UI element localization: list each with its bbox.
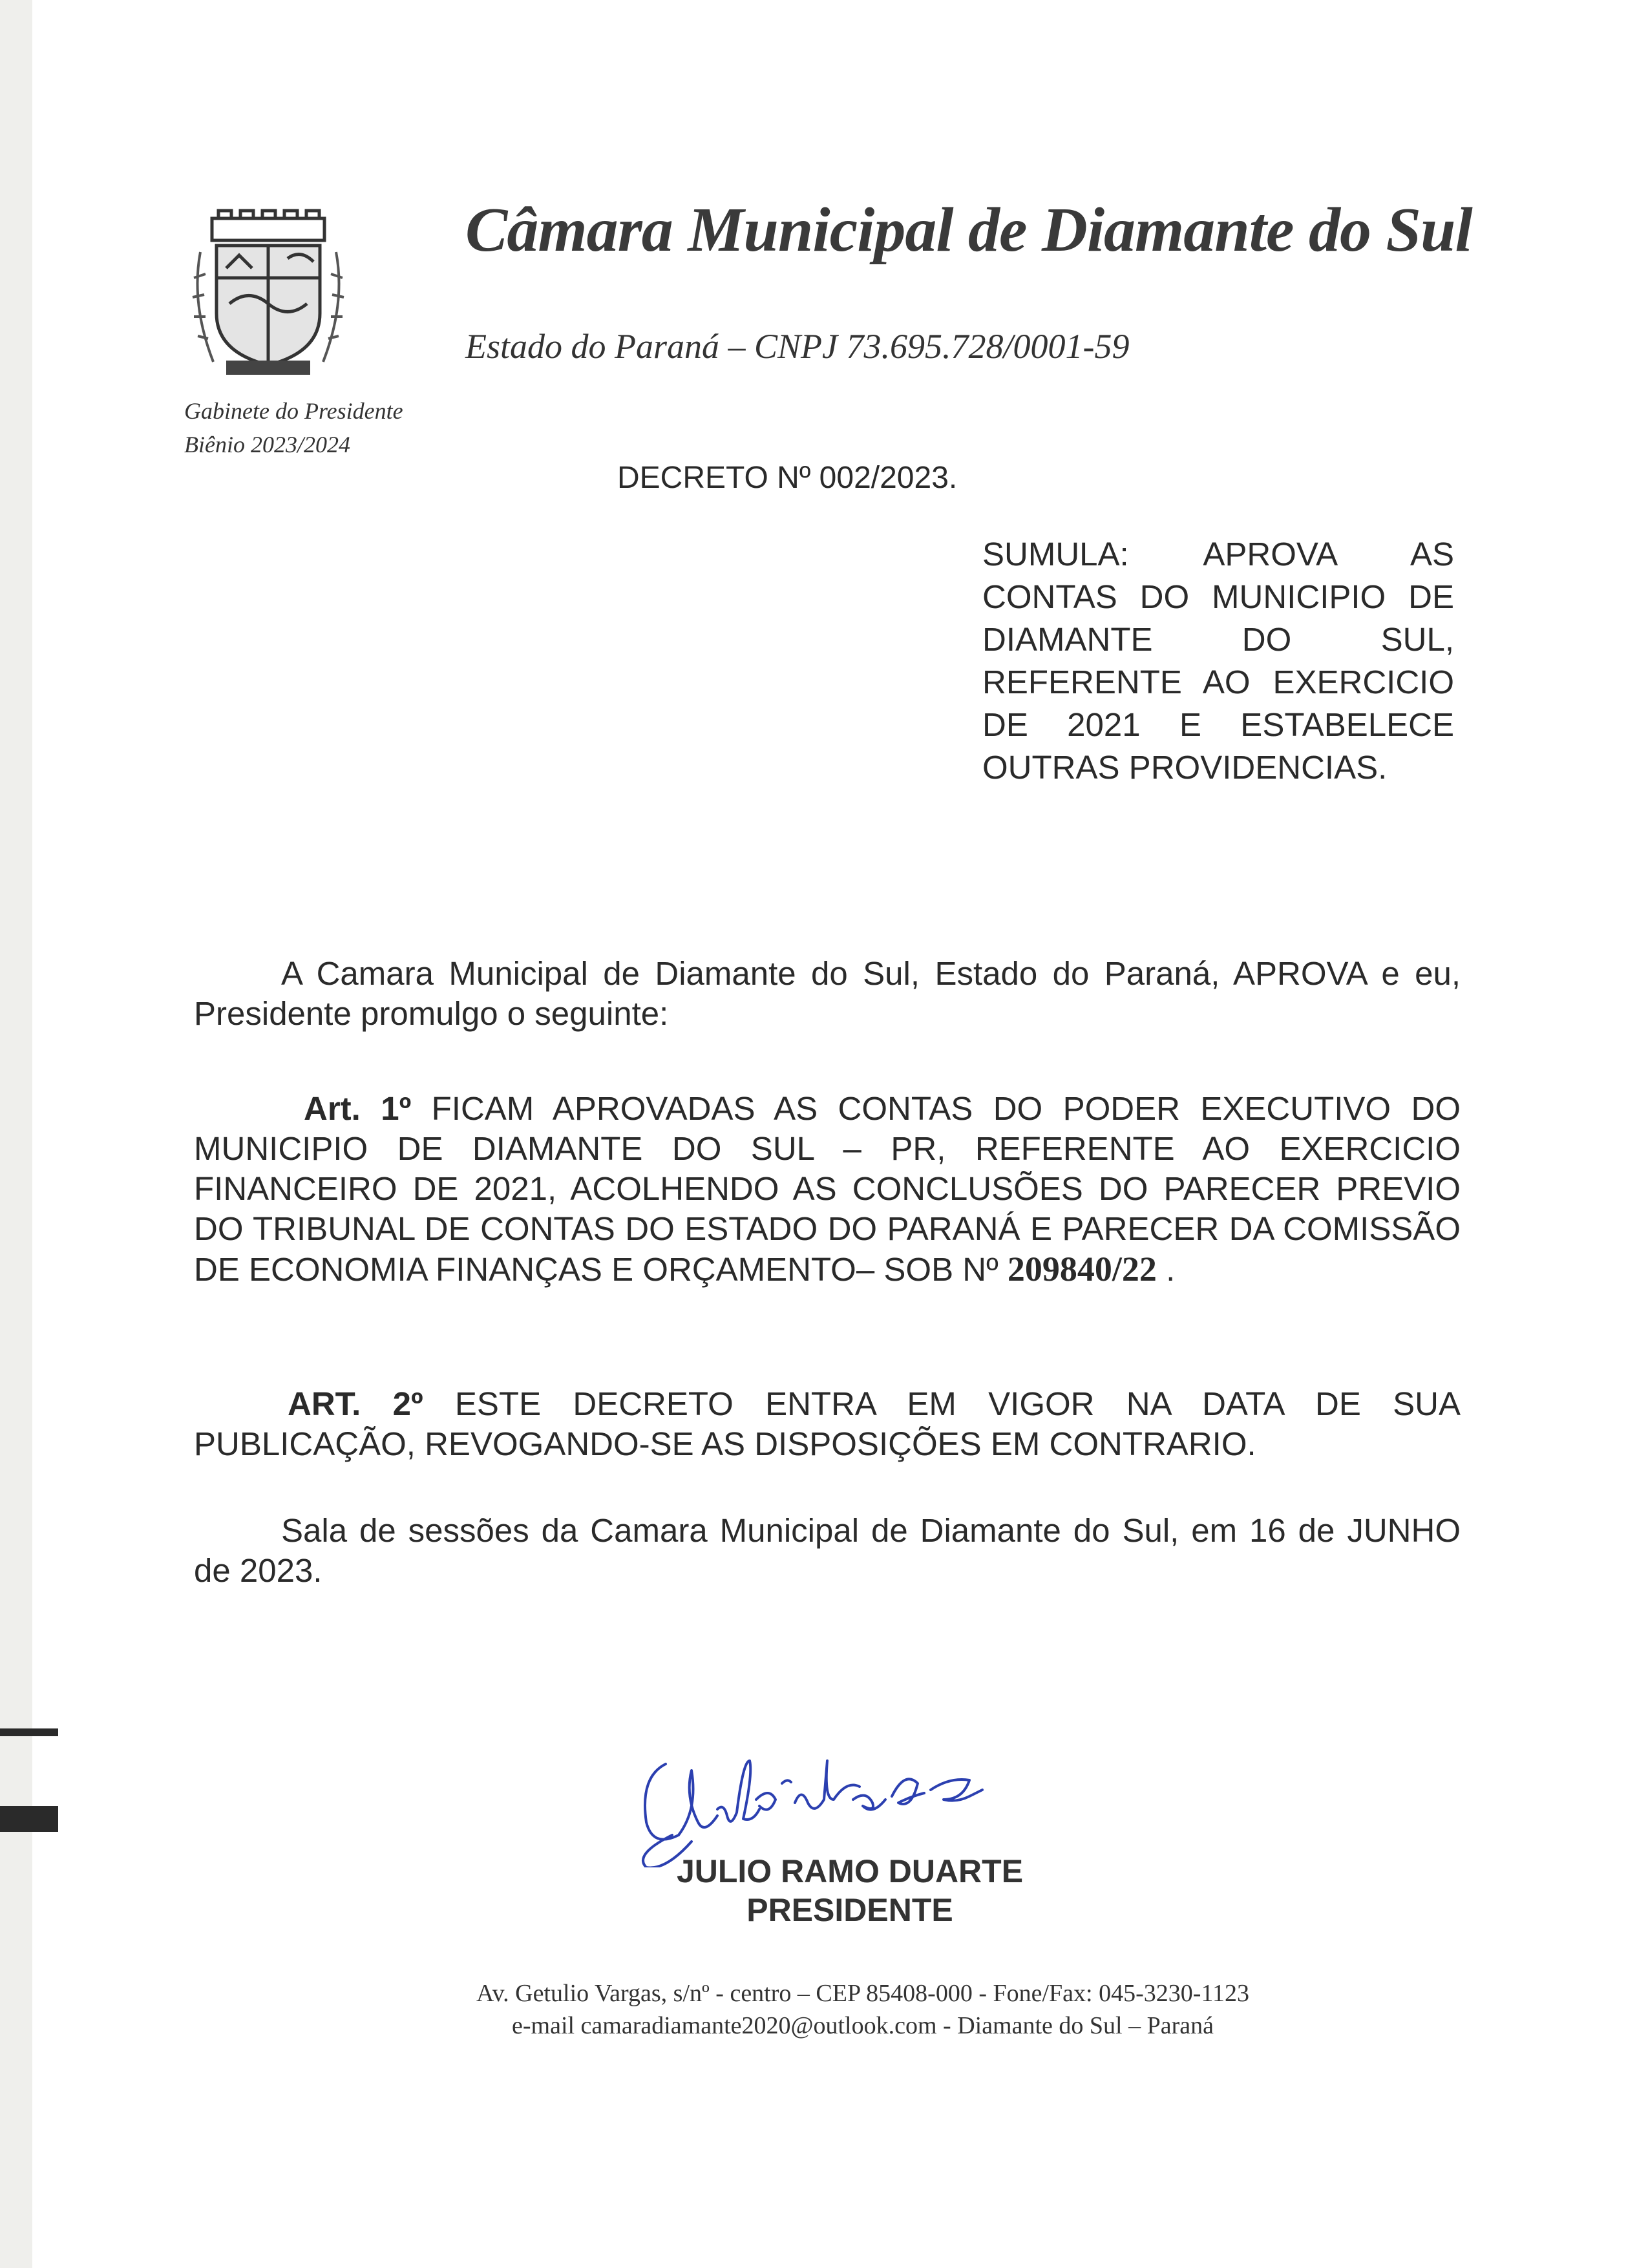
signatory-role: PRESIDENTE	[746, 1892, 953, 1928]
article-1-text: FICAM APROVADAS AS CONTAS DO PODER EXECUTIVO DO MUNICIPIO DE DIAMANTE DO SUL – PR, REFERENTE AO EXERCICIO FINANCEIRO DE 2021, ACOLHENDO AS CONCLUSÕES DO PARECER PREVIO DO TRIBUNAL DE CONTAS DO ESTADO DO PARANÁ E PARECER DA COMISSÃO DE ECONOMIA FINANÇAS E ORÇAMENTO– SOB Nº	[194, 1090, 1461, 1288]
municipal-crest-icon	[181, 207, 355, 381]
office-term: Biênio 2023/2024	[184, 432, 350, 457]
article-1-number: 209840/22	[1007, 1250, 1157, 1288]
closing-statement: Sala de sessões da Camara Municipal de Diamante do Sul, em 16 de JUNHO de 2023.	[194, 1512, 1461, 1589]
office-line: Gabinete do Presidente	[184, 398, 403, 424]
article-1	[194, 1089, 1461, 1290]
decree-title: DECRETO Nº 002/2023.	[617, 461, 958, 495]
office-block	[184, 394, 403, 461]
page-footer	[0, 1977, 1648, 2042]
footer-address: Av. Getulio Vargas, s/nº - centro – CEP 85408-000 - Fone/Fax: 045-3230-1123	[476, 1980, 1249, 2007]
article-2	[194, 1384, 1461, 1464]
article-1-end: .	[1156, 1251, 1176, 1288]
signatory-name: JULIO RAMO DUARTE	[676, 1853, 1024, 1889]
signatory-block	[0, 1852, 1648, 1929]
institution-subtitle: Estado do Paraná – CNPJ 73.695.728/0001-59	[465, 327, 1130, 366]
handwritten-signature	[620, 1738, 1041, 1867]
article-2-label: ART. 2º	[288, 1385, 423, 1422]
institution-title: Câmara Municipal de Diamante do Sul	[465, 195, 1472, 265]
footer-email: e-mail camaradiamante2020@outlook.com - Diamante do Sul – Paraná	[512, 2012, 1214, 2039]
scan-edge-mark	[0, 1806, 58, 1832]
decree-summary: SUMULA: APROVA AS CONTAS DO MUNICIPIO DE DIAMANTE DO SUL, REFERENTE AO EXERCICIO DE 2021 E ESTABELECE OUTRAS PROVIDENCIAS.	[982, 536, 1454, 786]
article-2-text: ESTE DECRETO ENTRA EM VIGOR NA DATA DE SUA PUBLICAÇÃO, REVOGANDO-SE AS DISPOSIÇÕES EM CONTRARIO.	[194, 1385, 1461, 1462]
scan-edge-mark	[0, 1728, 58, 1736]
article-1-label: Art. 1º	[304, 1090, 412, 1127]
decree-intro: A Camara Municipal de Diamante do Sul, Estado do Paraná, APROVA e eu, Presidente promulgo o seguinte:	[194, 955, 1461, 1032]
